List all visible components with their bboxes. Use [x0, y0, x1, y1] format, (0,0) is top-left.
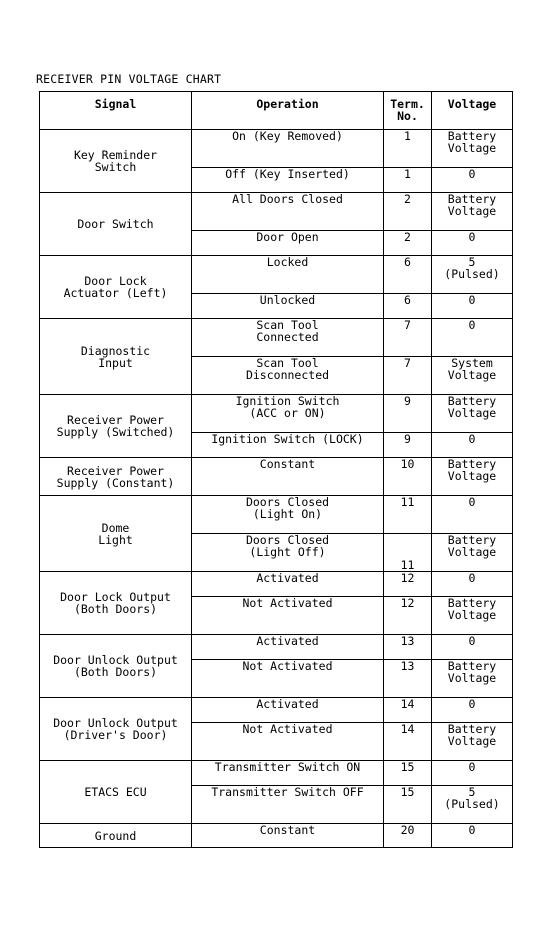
terminal-number-cell: [384, 395, 432, 433]
cell-text-line: 0: [468, 432, 476, 446]
cell-text-line: Light: [98, 532, 133, 547]
signal-cell: [40, 256, 192, 319]
terminal-number-cell: [384, 496, 432, 534]
signal-cell: [40, 635, 192, 698]
cell-text-line: 15: [400, 760, 415, 774]
terminal-number-cell: [384, 723, 432, 761]
cell-text-line: Door Unlock Output: [53, 716, 178, 730]
cell-text-line: 0: [468, 571, 476, 585]
cell-text-line: Unlocked: [259, 293, 316, 307]
pin-voltage-table: [39, 91, 513, 848]
voltage-cell: [432, 572, 513, 597]
cell-text-line: Receiver Power: [67, 413, 164, 427]
cell-text-line: Constant: [259, 457, 316, 471]
page-title: RECEIVER PIN VOLTAGE CHART: [36, 72, 222, 86]
operation-cell: [192, 130, 384, 168]
cell-text-line: Ground: [94, 828, 137, 843]
cell-text-line: 0: [468, 167, 476, 181]
cell-text-line: 2: [404, 230, 411, 244]
cell-text-line: Diagnostic: [80, 343, 151, 358]
cell-text-line: Activated: [256, 697, 319, 711]
cell-text-line: Voltage: [447, 608, 497, 622]
cell-text-line: 2: [404, 192, 411, 206]
operation-cell: [192, 256, 384, 294]
voltage-cell: [432, 357, 513, 395]
terminal-number-cell: [384, 193, 432, 231]
table-row: [40, 698, 513, 723]
voltage-cell: [432, 534, 513, 572]
cell-text-line: Battery: [447, 394, 497, 408]
cell-text-line: ETACS ECU: [84, 785, 147, 799]
table-row: [40, 256, 513, 294]
cell-text-line: All Doors Closed: [232, 192, 343, 206]
voltage-cell: [432, 698, 513, 723]
operation-cell: [192, 698, 384, 723]
cell-text-line: (Pulsed): [444, 797, 500, 811]
cell-text-line: Door Open: [256, 230, 319, 244]
terminal-number-cell: [384, 319, 432, 357]
terminal-number-cell: [384, 130, 432, 168]
voltage-cell: [432, 168, 513, 193]
cell-text-line: Voltage: [447, 671, 497, 685]
operation-cell: [192, 319, 384, 357]
terminal-number-cell: [384, 534, 432, 572]
cell-text-line: Battery: [447, 533, 497, 547]
cell-text-line: System: [451, 356, 493, 370]
cell-text-line: Activated: [256, 634, 319, 648]
cell-text-line: Battery: [447, 457, 497, 471]
terminal-number-cell: [384, 660, 432, 698]
cell-text-line: 6: [404, 255, 411, 269]
cell-text-line: 0: [468, 495, 476, 509]
operation-cell: [192, 395, 384, 433]
cell-text-line: Doors Closed: [245, 495, 330, 509]
cell-text-line: Not Activated: [242, 596, 333, 610]
cell-text-line: Not Activated: [242, 659, 333, 673]
operation-cell: [192, 635, 384, 660]
cell-text-line: Constant: [259, 823, 316, 837]
voltage-cell: [432, 231, 513, 256]
cell-text-line: Switch: [94, 160, 137, 174]
operation-cell: [192, 193, 384, 231]
cell-text-line: 12: [400, 571, 415, 585]
header-operation: Operation: [192, 92, 384, 130]
header-voltage: Voltage: [432, 92, 513, 130]
cell-text-line: Door Lock Output: [60, 590, 171, 604]
cell-text-line: 7: [404, 318, 411, 332]
cell-text-line: Voltage: [447, 368, 497, 382]
cell-text-line: Receiver Power: [67, 463, 164, 478]
cell-text-line: Door Lock: [84, 274, 147, 288]
cell-text-line: (Light On): [252, 507, 323, 521]
cell-text-line: (Light Off): [249, 545, 326, 559]
cell-text-line: 1: [404, 129, 411, 143]
table-row: [40, 572, 513, 597]
signal-cell: [40, 193, 192, 256]
terminal-number-cell: [384, 357, 432, 395]
cell-text-line: Activated: [256, 571, 319, 585]
cell-text-line: Disconnected: [245, 368, 330, 382]
cell-text-line: Actuator (Left): [63, 286, 168, 300]
terminal-number-cell: [384, 458, 432, 496]
cell-text-line: 7: [404, 356, 411, 370]
cell-text-line: Battery: [447, 129, 497, 143]
cell-text-line: Voltage: [447, 734, 497, 748]
cell-text-line: Not Activated: [242, 722, 333, 736]
header-signal: Signal: [40, 92, 192, 130]
cell-text-line: Input: [98, 355, 133, 370]
terminal-number-cell: [384, 433, 432, 458]
operation-cell: [192, 496, 384, 534]
cell-text-line: Door Switch: [77, 217, 154, 231]
signal-cell: [40, 761, 192, 824]
signal-cell: [40, 130, 192, 193]
voltage-cell: [432, 256, 513, 294]
cell-text-line: 9: [404, 432, 411, 446]
cell-text-line: 20: [400, 823, 415, 837]
cell-text-line: Battery: [447, 192, 497, 206]
cell-text-line: (Driver's Door): [63, 728, 168, 742]
cell-text-line: Ignition Switch (LOCK): [211, 432, 364, 446]
terminal-number-cell: [384, 168, 432, 193]
voltage-cell: [432, 458, 513, 496]
cell-text-line: 10: [400, 457, 415, 471]
cell-text-line: (Both Doors): [73, 602, 158, 616]
signal-cell: [40, 496, 192, 572]
cell-text-line: 0: [468, 293, 476, 307]
operation-cell: [192, 597, 384, 635]
operation-cell: [192, 761, 384, 786]
terminal-number-cell: [384, 572, 432, 597]
cell-text-line: 15: [400, 785, 415, 799]
cell-text-line: 5: [468, 255, 476, 269]
cell-text-line: 0: [468, 760, 476, 774]
cell-text-line: Battery: [447, 659, 497, 673]
cell-text-line: Voltage: [447, 141, 497, 155]
cell-text-line: (Pulsed): [444, 267, 500, 281]
table-body: [40, 130, 513, 848]
operation-cell: [192, 824, 384, 848]
operation-cell: [192, 723, 384, 761]
operation-cell: [192, 786, 384, 824]
header-row: [40, 92, 513, 130]
signal-cell: [40, 319, 192, 395]
operation-cell: [192, 357, 384, 395]
cell-text-line: 12: [400, 596, 415, 610]
voltage-cell: [432, 319, 513, 357]
cell-text-line: Connected: [256, 330, 319, 344]
cell-text-line: Voltage: [447, 204, 497, 218]
cell-text-line: (Both Doors): [73, 665, 158, 679]
voltage-cell: [432, 824, 513, 848]
header-term-no: Term. No.: [384, 92, 432, 130]
table-row: [40, 824, 513, 848]
signal-cell: [40, 698, 192, 761]
voltage-cell: [432, 597, 513, 635]
cell-text-line: (ACC or ON): [249, 406, 326, 420]
signal-cell: [40, 824, 192, 848]
voltage-cell: [432, 193, 513, 231]
cell-text-line: Transmitter Switch OFF: [211, 785, 364, 799]
operation-cell: [192, 294, 384, 319]
operation-cell: [192, 572, 384, 597]
operation-cell: [192, 458, 384, 496]
cell-text-line: Voltage: [447, 406, 497, 420]
table-row: [40, 395, 513, 433]
table-row: [40, 761, 513, 786]
cell-text-line: 5: [468, 785, 476, 799]
cell-text-line: 11: [400, 558, 415, 572]
operation-cell: [192, 534, 384, 572]
cell-text-line: 14: [400, 722, 415, 736]
cell-text-line: Ignition Switch: [235, 394, 340, 408]
cell-text-line: 0: [468, 634, 476, 648]
voltage-cell: [432, 660, 513, 698]
signal-cell: [40, 572, 192, 635]
table-row: [40, 193, 513, 231]
cell-text-line: Scan Tool: [256, 356, 319, 370]
terminal-number-cell: [384, 231, 432, 256]
voltage-cell: [432, 433, 513, 458]
cell-text-line: 1: [404, 167, 411, 181]
voltage-cell: [432, 635, 513, 660]
cell-text-line: Locked: [266, 255, 309, 269]
cell-text-line: Key Reminder: [73, 148, 158, 162]
cell-text-line: Transmitter Switch ON: [214, 760, 361, 774]
cell-text-line: 11: [400, 495, 415, 509]
cell-text-line: 0: [468, 230, 476, 244]
signal-cell: [40, 458, 192, 496]
operation-cell: [192, 433, 384, 458]
table-row: [40, 319, 513, 357]
terminal-number-cell: [384, 256, 432, 294]
cell-text-line: Scan Tool: [256, 318, 319, 332]
terminal-number-cell: [384, 635, 432, 660]
operation-cell: [192, 231, 384, 256]
terminal-number-cell: [384, 824, 432, 848]
cell-text-line: Dome: [101, 520, 130, 535]
cell-text-line: Battery: [447, 596, 497, 610]
terminal-number-cell: [384, 698, 432, 723]
cell-text-line: 13: [400, 659, 415, 673]
terminal-number-cell: [384, 597, 432, 635]
signal-cell: [40, 395, 192, 458]
voltage-cell: [432, 723, 513, 761]
table-row: [40, 130, 513, 168]
cell-text-line: Voltage: [447, 545, 497, 559]
terminal-number-cell: [384, 294, 432, 319]
cell-text-line: 14: [400, 697, 415, 711]
table-row: [40, 635, 513, 660]
voltage-cell: [432, 130, 513, 168]
cell-text-line: 0: [468, 823, 476, 837]
cell-text-line: On (Key Removed): [232, 129, 343, 143]
table-row: [40, 496, 513, 534]
cell-text-line: 9: [404, 394, 411, 408]
cell-text-line: Battery: [447, 722, 497, 736]
cell-text-line: 0: [468, 318, 476, 332]
voltage-cell: [432, 496, 513, 534]
cell-text-line: Voltage: [447, 469, 497, 483]
voltage-cell: [432, 786, 513, 824]
cell-text-line: Supply (Switched): [56, 425, 175, 439]
cell-text-line: 6: [404, 293, 411, 307]
voltage-cell: [432, 395, 513, 433]
cell-text-line: Door Unlock Output: [53, 653, 178, 667]
cell-text-line: 13: [400, 634, 415, 648]
cell-text-line: Supply (Constant): [56, 475, 175, 490]
voltage-cell: [432, 761, 513, 786]
cell-text-line: 0: [468, 697, 476, 711]
cell-text-line: Doors Closed: [245, 533, 330, 547]
operation-cell: [192, 660, 384, 698]
voltage-cell: [432, 294, 513, 319]
cell-text-line: Off (Key Inserted): [225, 167, 350, 181]
table-row: [40, 458, 513, 496]
terminal-number-cell: [384, 786, 432, 824]
terminal-number-cell: [384, 761, 432, 786]
operation-cell: [192, 168, 384, 193]
